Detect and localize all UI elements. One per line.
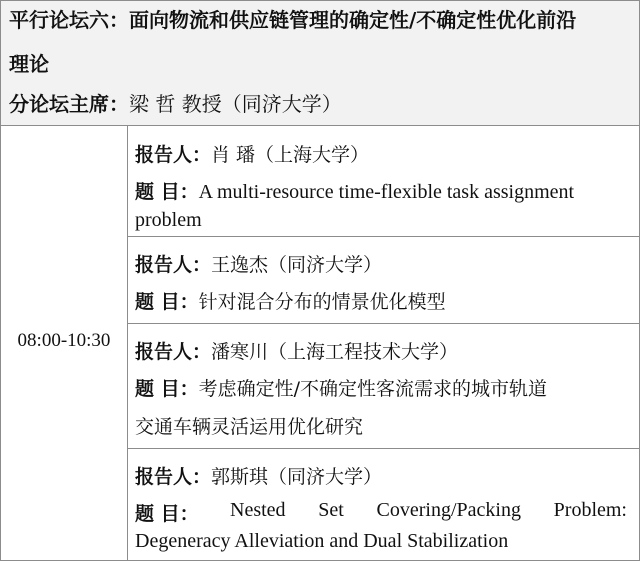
forum-chair <box>9 89 342 119</box>
talk-item <box>128 325 639 449</box>
speaker-name: 潘寒川（上海工程技术大学） <box>211 341 459 363</box>
talk-item <box>128 238 639 324</box>
speaker-label: 报告人： <box>135 254 212 276</box>
talk-title-line-1: A multi-resource time-flexible task assignment <box>198 181 575 203</box>
speaker-name: 郭斯琪（同济大学） <box>211 466 383 488</box>
speaker-row <box>135 462 382 489</box>
talk-title-line-2: Degeneracy Alleviation and Dual Stabilization <box>135 530 509 552</box>
topic-row <box>135 287 446 314</box>
session-time: 08:00-10:30 <box>17 330 111 351</box>
topic-row <box>135 177 574 204</box>
talk-title-line-2: problem <box>135 209 202 231</box>
talk-item <box>128 450 639 560</box>
talk-title-line-2: 交通车辆灵活运用优化研究 <box>135 416 364 438</box>
chair-label: 分论坛主席： <box>9 92 129 116</box>
speaker-label: 报告人： <box>135 144 212 166</box>
talk-item <box>128 126 639 237</box>
talk-title-line-1: Nested Set Covering/Packing Problem: <box>230 499 627 521</box>
speaker-row <box>135 140 369 167</box>
chair-value: 梁 哲 教授（同济大学） <box>129 92 342 116</box>
topic-label: 题 目： <box>135 378 199 400</box>
forum-header <box>1 1 639 126</box>
topic-row <box>135 499 627 526</box>
forum-title-line-1: 平行论坛六：面向物流和供应链管理的确定性/不确定性优化前沿 <box>9 8 577 32</box>
talk-title-line-1: 考虑确定性/不确定性客流需求的城市轨道 <box>198 378 548 400</box>
topic-label: 题 目： <box>135 503 199 525</box>
talk-title-line-1: 针对混合分布的情景优化模型 <box>198 291 446 313</box>
speaker-row <box>135 250 382 277</box>
topic-row <box>135 374 547 401</box>
speaker-label: 报告人： <box>135 466 212 488</box>
speaker-label: 报告人： <box>135 341 212 363</box>
speaker-row <box>135 337 458 364</box>
forum-title-line-2: 理论 <box>9 52 49 76</box>
speaker-name: 王逸杰（同济大学） <box>211 254 383 276</box>
session-time-cell <box>1 126 128 560</box>
speaker-name: 肖 璠（上海大学） <box>211 144 370 166</box>
topic-label: 题 目： <box>135 181 199 203</box>
topic-label: 题 目： <box>135 291 199 313</box>
